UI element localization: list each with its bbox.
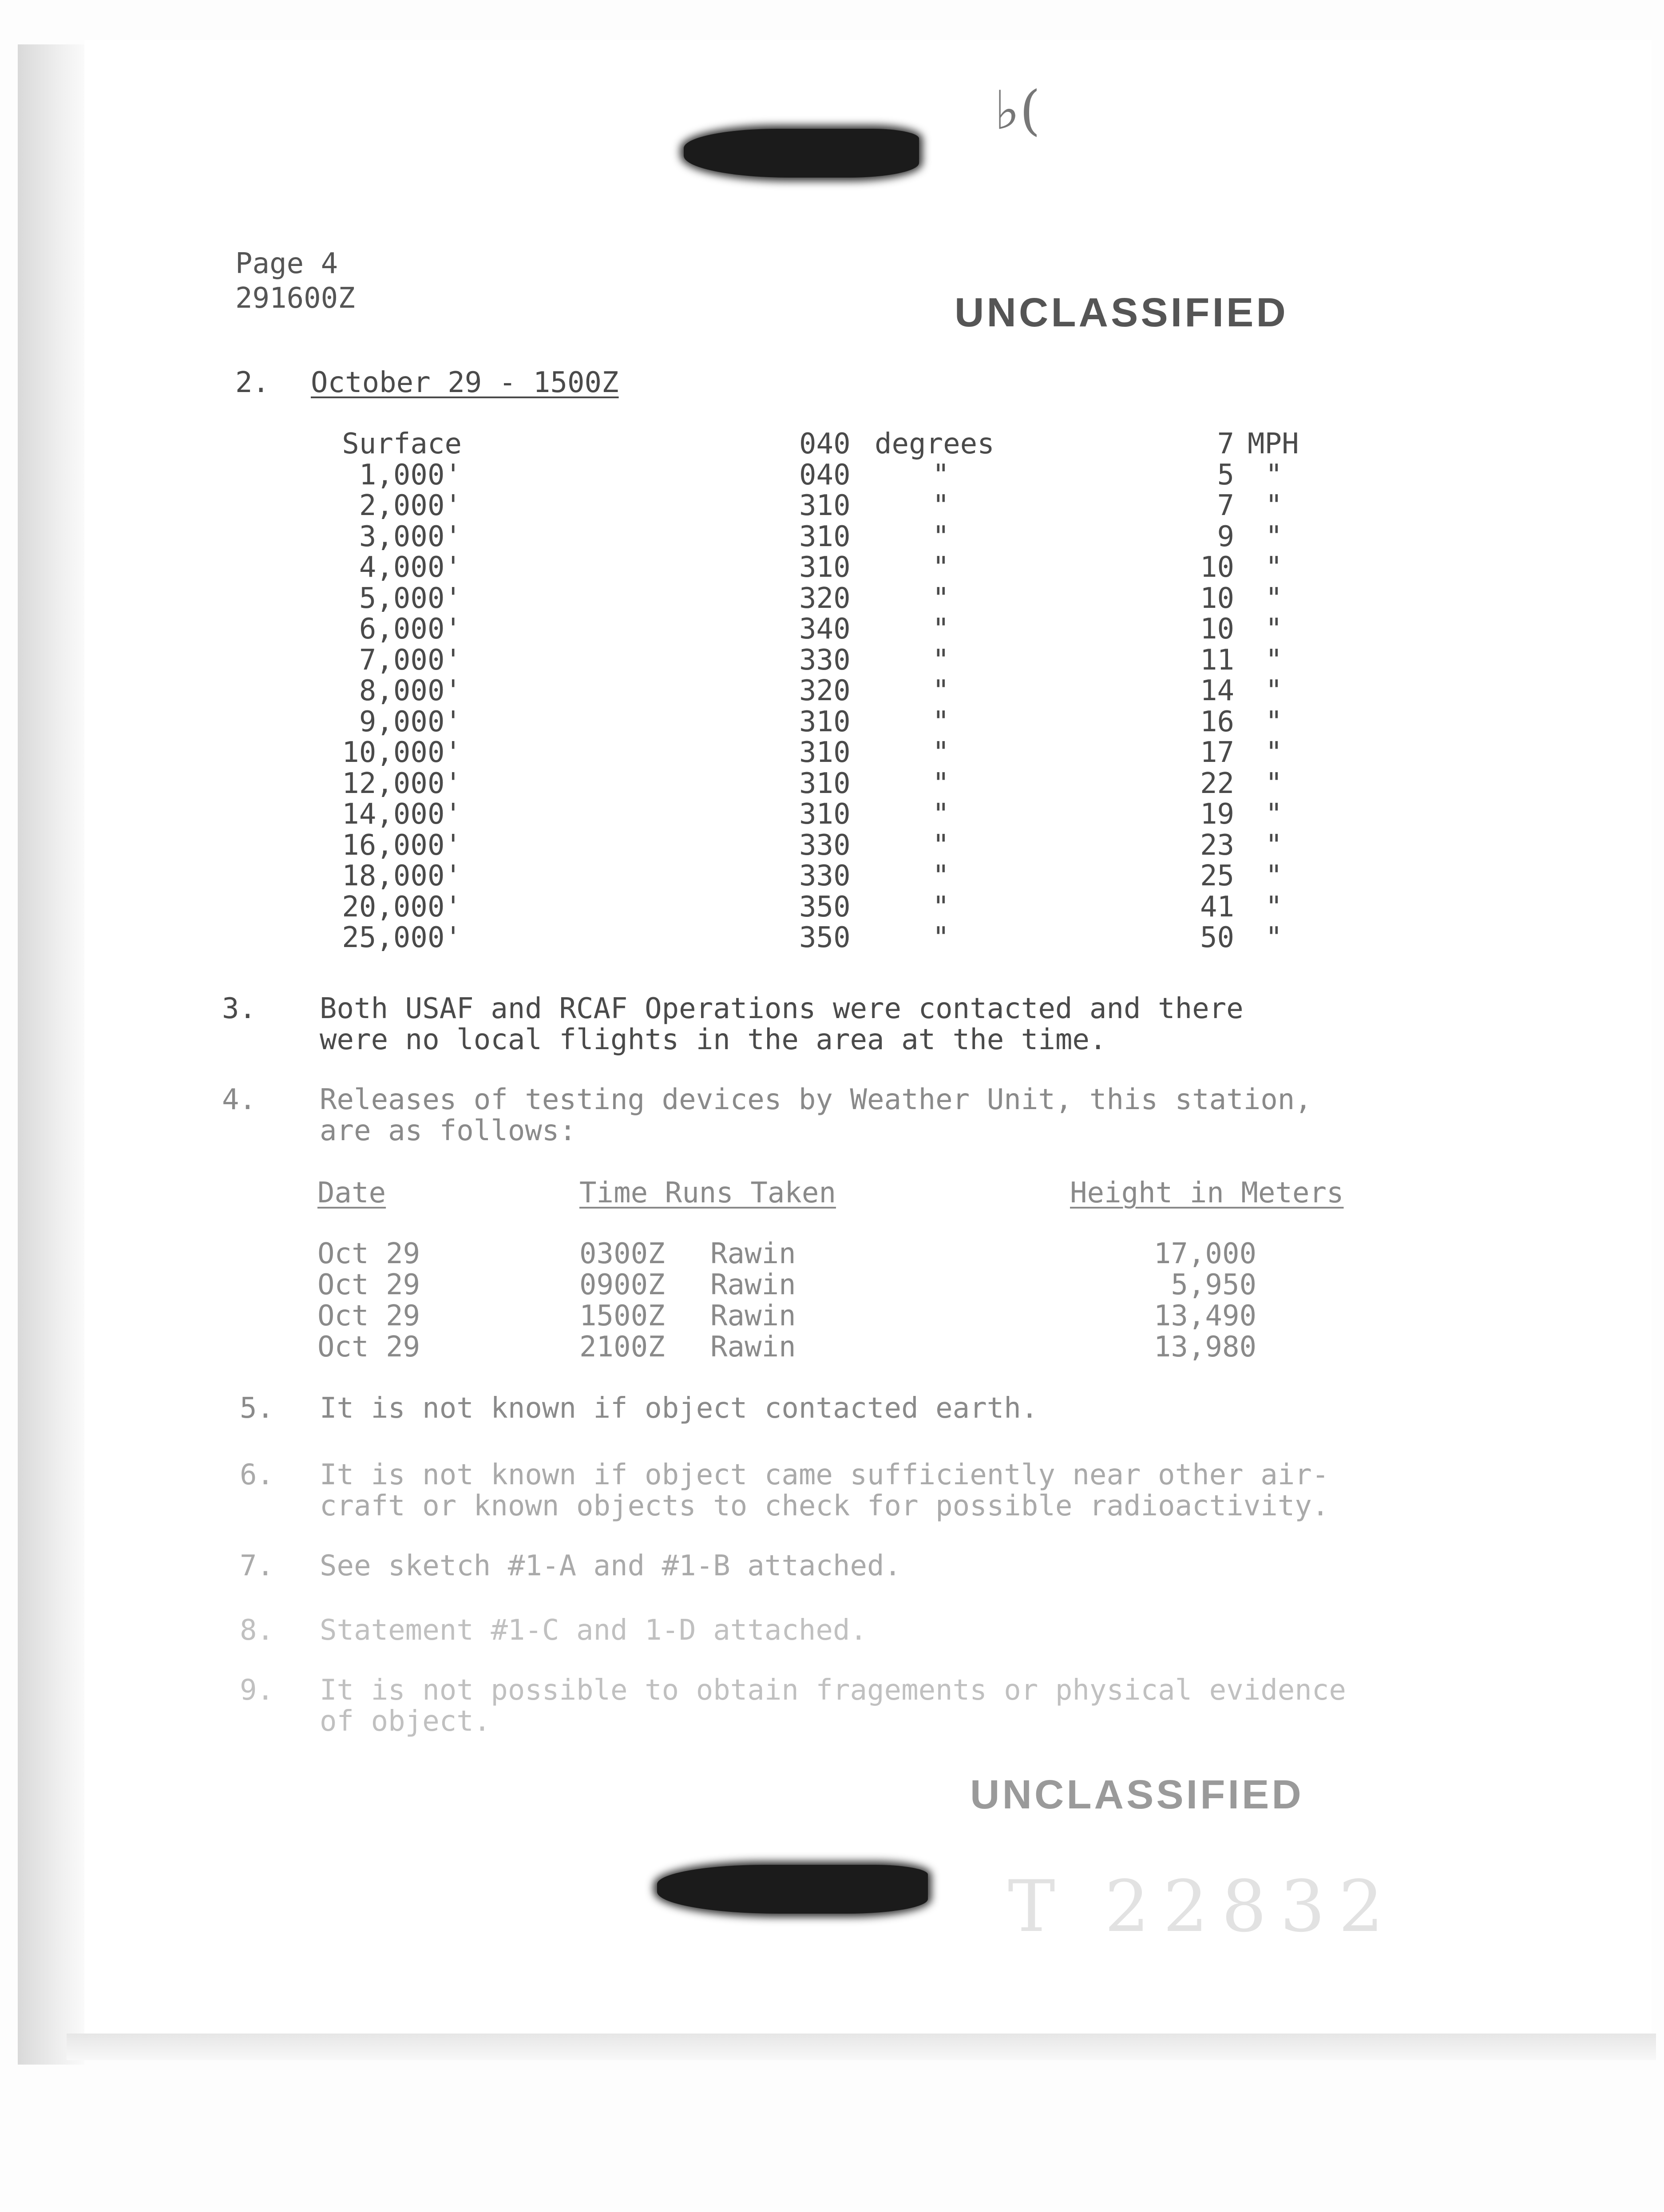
- wind-direction-unit: ": [932, 458, 950, 492]
- wind-direction-unit: ": [932, 705, 950, 738]
- wind-direction: 340: [799, 613, 851, 646]
- wind-direction-unit: ": [932, 860, 950, 892]
- wind-speed: 7: [1217, 428, 1234, 460]
- release-time: 1500Z: [579, 1300, 665, 1332]
- wind-speed: 50: [1200, 921, 1234, 954]
- wind-direction-unit: ": [932, 551, 950, 584]
- section-4-line2: are as follows:: [320, 1114, 576, 1147]
- wind-direction-unit: ": [932, 674, 950, 707]
- releases-header-height: Height in Meters: [1070, 1177, 1344, 1209]
- classification-stamp-bottom: UNCLASSIFIED: [970, 1772, 1304, 1817]
- wind-direction: 320: [799, 582, 851, 615]
- wind-direction-unit: ": [932, 489, 950, 522]
- wind-direction: 310: [799, 520, 851, 553]
- wind-speed: 16: [1200, 705, 1234, 738]
- release-date: Oct 29: [317, 1269, 420, 1301]
- wind-speed-unit: MPH: [1248, 428, 1299, 460]
- section-6-line2: craft or known objects to check for possible radioactivity.: [320, 1490, 1329, 1522]
- section-5-number: 5.: [240, 1392, 274, 1425]
- wind-direction: 330: [799, 829, 851, 862]
- wind-speed: 41: [1200, 890, 1234, 924]
- release-time: 0300Z: [579, 1237, 665, 1270]
- release-date: Oct 29: [317, 1331, 420, 1364]
- wind-direction: 320: [799, 674, 851, 707]
- wind-speed: 10: [1200, 582, 1234, 615]
- releases-header-time: Time Runs Taken: [579, 1177, 836, 1209]
- section-7-number: 7.: [240, 1550, 274, 1582]
- wind-speed-unit: ": [1265, 489, 1283, 522]
- wind-direction-unit: ": [932, 921, 950, 954]
- wind-altitude: 18,000': [342, 860, 462, 892]
- wind-speed-unit: ": [1265, 767, 1283, 800]
- wind-speed-unit: ": [1265, 520, 1283, 553]
- wind-direction: 310: [799, 551, 851, 584]
- section-3-line2: were no local flights in the area at the time.: [320, 1023, 1107, 1056]
- dtg-label: 291600Z: [235, 282, 355, 315]
- page-label: Page 4: [235, 247, 338, 280]
- section-8-number: 8.: [240, 1614, 274, 1647]
- wind-speed: 23: [1200, 829, 1234, 862]
- wind-speed-unit: ": [1265, 643, 1283, 677]
- wind-altitude: 14,000': [342, 798, 462, 831]
- wind-altitude: 10,000': [342, 736, 462, 769]
- wind-direction: 040: [799, 458, 851, 492]
- wind-speed-unit: ": [1265, 798, 1283, 831]
- wind-direction-unit: degrees: [875, 428, 994, 460]
- section-3-line1: Both USAF and RCAF Operations were contacted and there: [320, 992, 1244, 1025]
- section-5-text: It is not known if object contacted earth.: [320, 1392, 1038, 1425]
- wind-altitude: Surface: [342, 428, 462, 460]
- wind-speed-unit: ": [1265, 860, 1283, 892]
- wind-speed-unit: ": [1265, 829, 1283, 862]
- wind-direction: 310: [799, 798, 851, 831]
- wind-speed-unit: ": [1265, 705, 1283, 738]
- wind-altitude: 7,000': [359, 643, 462, 677]
- wind-altitude: 20,000': [342, 890, 462, 924]
- wind-speed: 5: [1217, 458, 1234, 492]
- wind-direction: 330: [799, 860, 851, 892]
- wind-speed: 9: [1217, 520, 1234, 553]
- wind-speed: 10: [1200, 613, 1234, 646]
- wind-altitude: 16,000': [342, 829, 462, 862]
- wind-altitude: 9,000': [359, 705, 462, 738]
- wind-altitude: 4,000': [359, 551, 462, 584]
- section-6-number: 6.: [240, 1459, 274, 1491]
- wind-speed-unit: ": [1265, 890, 1283, 924]
- release-type: Rawin: [710, 1300, 796, 1332]
- wind-speed-unit: ": [1265, 674, 1283, 707]
- release-height: 13,490: [1153, 1300, 1256, 1332]
- wind-direction-unit: ": [932, 643, 950, 677]
- ghost-document-number: T 22832: [1008, 1865, 1397, 1948]
- wind-speed-unit: ": [1265, 921, 1283, 954]
- wind-speed: 19: [1200, 798, 1234, 831]
- releases-header-date: Date: [317, 1177, 386, 1209]
- release-height: 13,980: [1153, 1331, 1256, 1364]
- wind-direction-unit: ": [932, 520, 950, 553]
- section-9-number: 9.: [240, 1674, 274, 1707]
- wind-altitude: 8,000': [359, 674, 462, 707]
- release-height: 17,000: [1153, 1237, 1256, 1270]
- section-2-number: 2.: [235, 366, 270, 399]
- wind-altitude: 2,000': [359, 489, 462, 522]
- release-date: Oct 29: [317, 1237, 420, 1270]
- wind-altitude: 6,000': [359, 613, 462, 646]
- wind-direction: 330: [799, 643, 851, 677]
- release-height: 5,950: [1171, 1269, 1256, 1301]
- wind-speed: 11: [1200, 643, 1234, 677]
- wind-altitude: 1,000': [359, 458, 462, 492]
- wind-direction-unit: ": [932, 829, 950, 862]
- section-2-title: October 29 - 1500Z: [311, 366, 619, 399]
- wind-direction: 310: [799, 767, 851, 800]
- section-3-number: 3.: [222, 992, 257, 1025]
- wind-direction: 350: [799, 921, 851, 954]
- wind-direction-unit: ": [932, 890, 950, 924]
- wind-speed: 7: [1217, 489, 1234, 522]
- section-4-line1: Releases of testing devices by Weather Unit, this station,: [320, 1083, 1312, 1116]
- wind-direction: 350: [799, 890, 851, 924]
- release-time: 2100Z: [579, 1331, 665, 1364]
- classification-stamp-top: UNCLASSIFIED: [955, 290, 1288, 335]
- release-type: Rawin: [710, 1237, 796, 1270]
- wind-direction: 310: [799, 489, 851, 522]
- wind-speed-unit: ": [1265, 551, 1283, 584]
- release-date: Oct 29: [317, 1300, 420, 1332]
- section-7-text: See sketch #1-A and #1-B attached.: [320, 1550, 902, 1582]
- section-8-text: Statement #1-C and 1-D attached.: [320, 1614, 867, 1647]
- wind-speed: 14: [1200, 674, 1234, 707]
- wind-direction-unit: ": [932, 582, 950, 615]
- redaction-blot-bottom: [657, 1865, 928, 1914]
- handwritten-mark: ♭(: [994, 80, 1041, 142]
- wind-direction: 310: [799, 736, 851, 769]
- wind-speed: 17: [1200, 736, 1234, 769]
- wind-speed: 10: [1200, 551, 1234, 584]
- release-time: 0900Z: [579, 1269, 665, 1301]
- wind-direction-unit: ": [932, 736, 950, 769]
- section-9-line2: of object.: [320, 1705, 491, 1738]
- scan-bottom-edge: [67, 2034, 1656, 2060]
- wind-speed-unit: ": [1265, 613, 1283, 646]
- scan-left-edge: [18, 44, 84, 2065]
- wind-speed: 22: [1200, 767, 1234, 800]
- wind-altitude: 3,000': [359, 520, 462, 553]
- section-9-line1: It is not possible to obtain fragements or physical evidence: [320, 1674, 1346, 1707]
- wind-altitude: 12,000': [342, 767, 462, 800]
- wind-direction-unit: ": [932, 798, 950, 831]
- wind-speed-unit: ": [1265, 736, 1283, 769]
- release-type: Rawin: [710, 1269, 796, 1301]
- section-6-line1: It is not known if object came sufficiently near other air-: [320, 1459, 1329, 1491]
- wind-speed-unit: ": [1265, 582, 1283, 615]
- wind-altitude: 5,000': [359, 582, 462, 615]
- wind-direction: 310: [799, 705, 851, 738]
- wind-speed: 25: [1200, 860, 1234, 892]
- wind-direction-unit: ": [932, 767, 950, 800]
- redaction-blot-top: [684, 129, 919, 178]
- wind-altitude: 25,000': [342, 921, 462, 954]
- wind-speed-unit: ": [1265, 458, 1283, 492]
- wind-direction: 040: [799, 428, 851, 460]
- wind-direction-unit: ": [932, 613, 950, 646]
- release-type: Rawin: [710, 1331, 796, 1364]
- section-4-number: 4.: [222, 1083, 257, 1116]
